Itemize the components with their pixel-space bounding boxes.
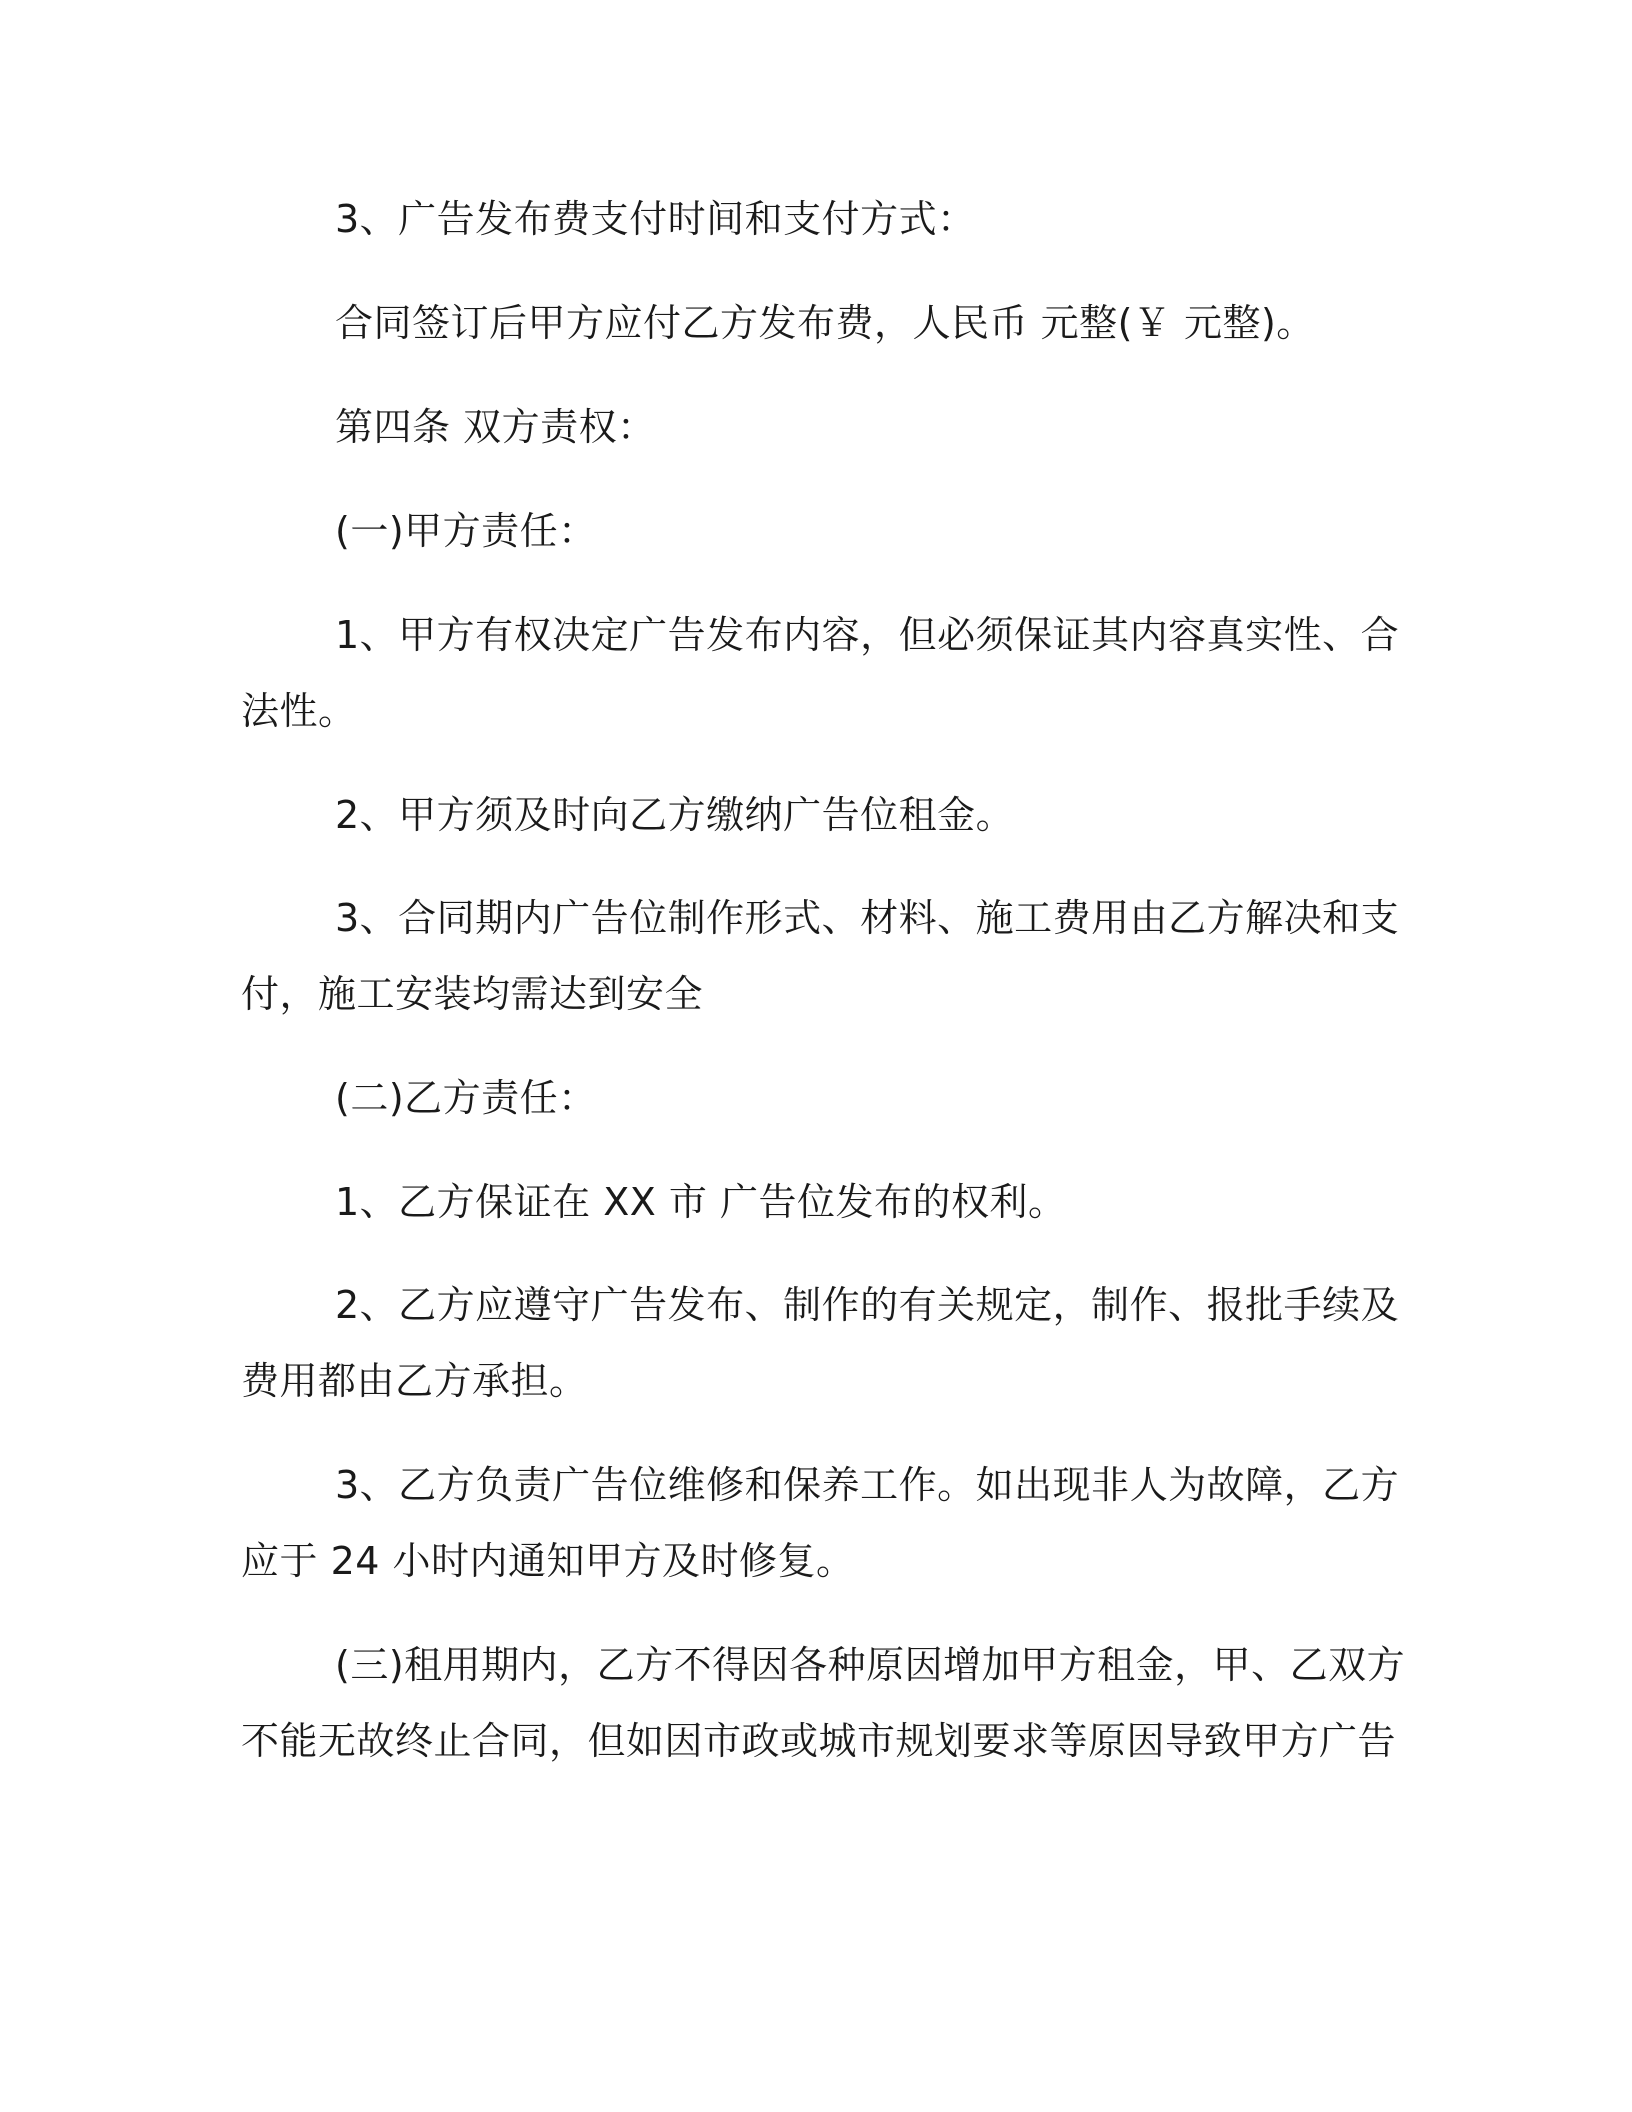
article-4-heading: 第四条 双方责权： — [335, 405, 656, 449]
party-b-responsibility-heading: (二)乙方责任： — [335, 1076, 597, 1120]
party-b-item-1: 1、乙方保证在 XX 市 广告位发布的权利。 — [335, 1180, 1067, 1224]
party-a-item-1: 1、甲方有权决定广告发布内容，但必须保证其内容真实性、合 — [335, 613, 1400, 657]
party-a-responsibility-heading: (一)甲方责任： — [335, 509, 597, 553]
lease-term-clause: (三)租用期内，乙方不得因各种原因增加甲方租金，甲、乙双方 — [335, 1643, 1406, 1687]
party-a-item-3-cont: 付，施工安装均需达到安全 — [241, 972, 704, 1016]
lease-term-clause-cont: 不能无故终止合同，但如因市政或城市规划要求等原因导致甲方广告 — [241, 1719, 1397, 1763]
party-a-item-3: 3、合同期内广告位制作形式、材料、施工费用由乙方解决和支 — [335, 896, 1400, 940]
party-b-item-2-cont: 费用都由乙方承担。 — [241, 1359, 588, 1403]
clause-3-payment-heading: 3、广告发布费支付时间和支付方式： — [335, 197, 976, 241]
payment-text: 合同签订后甲方应付乙方发布费，人民币 元整(￥ 元整)。 — [335, 301, 1315, 345]
party-b-item-3-cont: 应于 24 小时内通知甲方及时修复。 — [241, 1539, 855, 1583]
party-a-item-2: 2、甲方须及时向乙方缴纳广告位租金。 — [335, 793, 1015, 837]
party-b-item-2: 2、乙方应遵守广告发布、制作的有关规定，制作、报批手续及 — [335, 1283, 1400, 1327]
party-a-item-1-cont: 法性。 — [241, 689, 357, 733]
party-b-item-3: 3、乙方负责广告位维修和保养工作。如出现非人为故障，乙方 — [335, 1463, 1400, 1507]
